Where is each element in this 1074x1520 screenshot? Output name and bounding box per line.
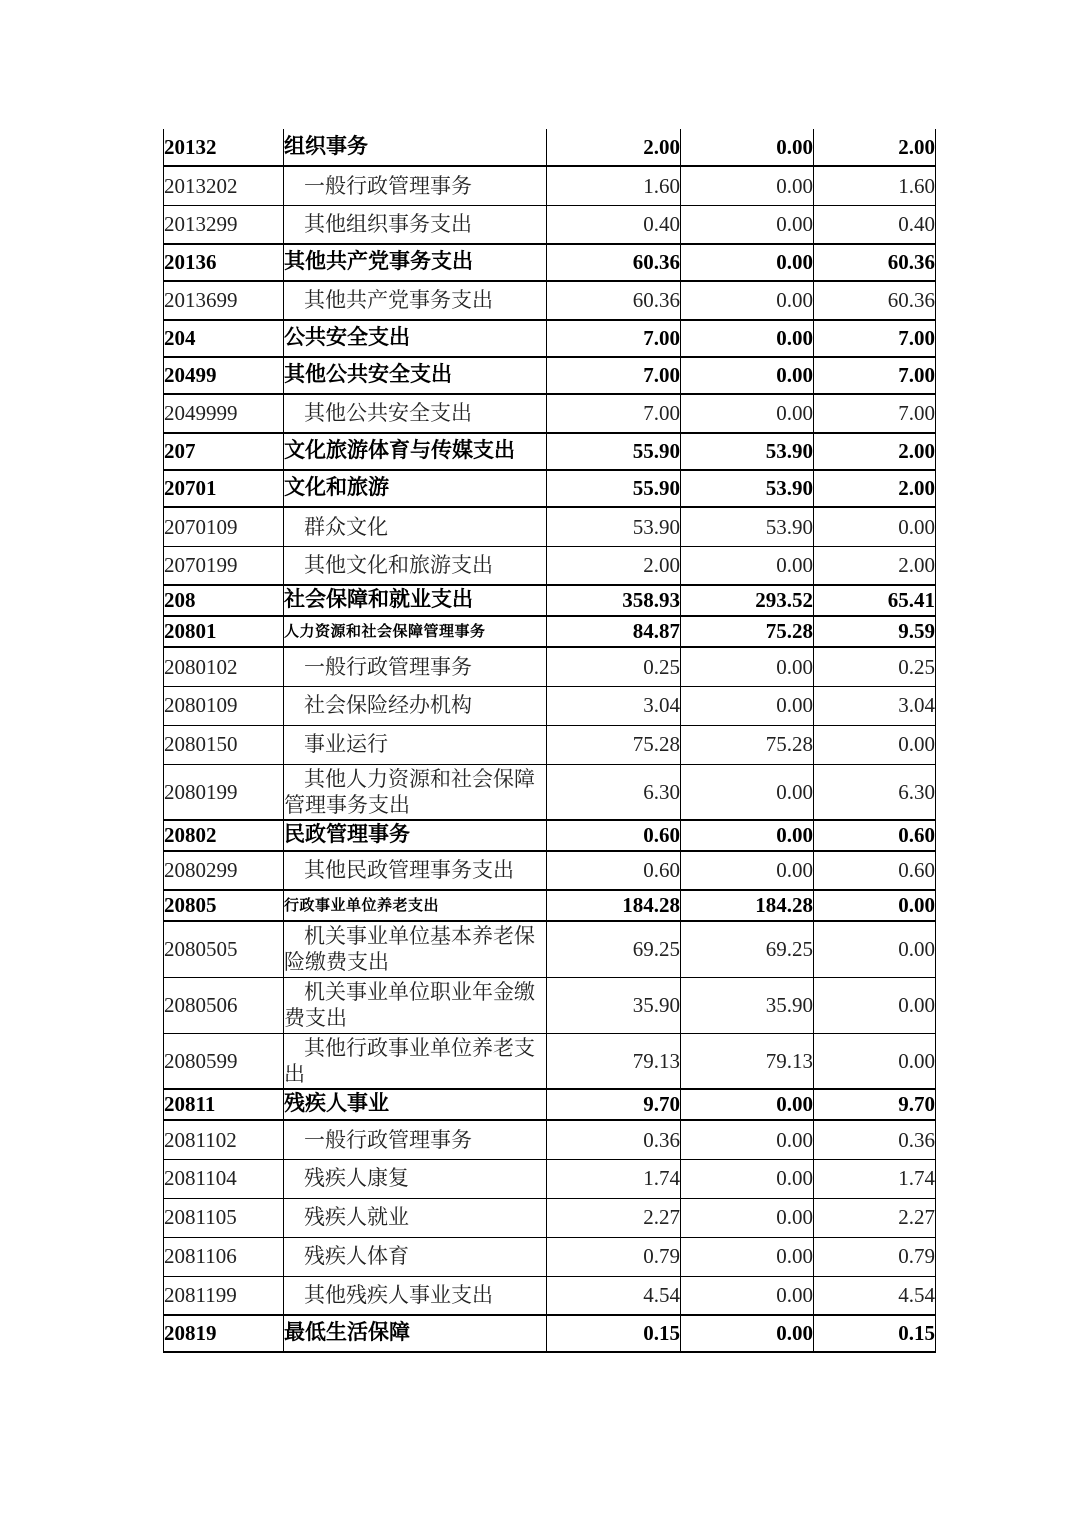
value-cell-3: 0.25 — [814, 647, 936, 686]
table-row — [164, 470, 936, 507]
table-row — [164, 394, 936, 433]
value-cell-3: 9.70 — [814, 1089, 936, 1120]
value-cell-1: 6.30 — [547, 764, 681, 820]
code-cell: 20819 — [164, 1315, 284, 1352]
code-cell: 2080505 — [164, 921, 284, 977]
name-cell — [284, 394, 547, 433]
value-cell-1: 9.70 — [547, 1089, 681, 1120]
value-cell-3: 1.74 — [814, 1159, 936, 1198]
name-cell — [284, 433, 547, 470]
name-cell — [284, 546, 547, 585]
value-cell-2: 75.28 — [681, 616, 814, 647]
value-cell-1: 4.54 — [547, 1276, 681, 1315]
table-row — [164, 1089, 936, 1120]
name-cell — [284, 820, 547, 851]
value-cell-1: 75.28 — [547, 725, 681, 764]
name-cell — [284, 764, 547, 820]
value-cell-2: 0.00 — [681, 1120, 814, 1159]
name-line: 其他组织事务支出 — [304, 212, 472, 237]
name-line: 残疾人就业 — [304, 1205, 409, 1230]
code-cell: 20136 — [164, 244, 284, 281]
value-cell-1: 0.15 — [547, 1315, 681, 1352]
code-cell: 2081199 — [164, 1276, 284, 1315]
name-cell — [284, 1033, 547, 1089]
table-row — [164, 129, 936, 166]
name-cell — [284, 1159, 547, 1198]
value-cell-2: 0.00 — [681, 1237, 814, 1276]
name-line: 人力资源和社会保障管理事务 — [284, 622, 486, 640]
table-row — [164, 1276, 936, 1315]
code-cell: 2070199 — [164, 546, 284, 585]
code-cell: 2081106 — [164, 1237, 284, 1276]
table-row — [164, 166, 936, 205]
code-cell: 20802 — [164, 820, 284, 851]
value-cell-3: 0.00 — [814, 890, 936, 921]
name-line: 残疾人体育 — [304, 1244, 409, 1269]
table-row — [164, 764, 936, 820]
name-line: 机关事业单位职业年金缴 — [304, 980, 535, 1004]
code-cell: 2081105 — [164, 1198, 284, 1237]
value-cell-1: 1.60 — [547, 166, 681, 205]
code-cell: 20132 — [164, 129, 284, 166]
value-cell-2: 0.00 — [681, 686, 814, 725]
value-cell-3: 0.15 — [814, 1315, 936, 1352]
value-cell-3: 2.00 — [814, 546, 936, 585]
name-cell — [284, 851, 547, 890]
name-line: 其他公共安全支出 — [304, 401, 472, 426]
value-cell-3: 4.54 — [814, 1276, 936, 1315]
value-cell-2: 53.90 — [681, 470, 814, 507]
name-line: 出 — [284, 1061, 305, 1086]
code-cell: 20811 — [164, 1089, 284, 1120]
table-row — [164, 1315, 936, 1352]
value-cell-2: 0.00 — [681, 205, 814, 244]
table-row — [164, 686, 936, 725]
name-cell — [284, 205, 547, 244]
value-cell-3: 2.00 — [814, 129, 936, 166]
table-row — [164, 320, 936, 357]
value-cell-3: 0.00 — [814, 1033, 936, 1089]
name-cell — [284, 320, 547, 357]
code-cell: 20805 — [164, 890, 284, 921]
value-cell-1: 55.90 — [547, 433, 681, 470]
value-cell-3: 6.30 — [814, 764, 936, 820]
value-cell-1: 60.36 — [547, 244, 681, 281]
name-cell — [284, 647, 547, 686]
name-line: 文化和旅游 — [284, 476, 389, 500]
table-row — [164, 890, 936, 921]
table-row — [164, 244, 936, 281]
name-cell — [284, 470, 547, 507]
code-cell: 208 — [164, 585, 284, 616]
table-row — [164, 205, 936, 244]
value-cell-2: 0.00 — [681, 764, 814, 820]
value-cell-1: 35.90 — [547, 977, 681, 1033]
value-cell-3: 0.00 — [814, 725, 936, 764]
value-cell-2: 79.13 — [681, 1033, 814, 1089]
name-line: 残疾人康复 — [304, 1166, 409, 1191]
table-row — [164, 1237, 936, 1276]
value-cell-2: 184.28 — [681, 890, 814, 921]
value-cell-2: 0.00 — [681, 851, 814, 890]
name-cell — [284, 1276, 547, 1315]
value-cell-1: 0.79 — [547, 1237, 681, 1276]
code-cell: 2013299 — [164, 205, 284, 244]
value-cell-2: 0.00 — [681, 166, 814, 205]
name-line: 公共安全支出 — [284, 326, 410, 350]
value-cell-2: 0.00 — [681, 647, 814, 686]
value-cell-2: 0.00 — [681, 320, 814, 357]
table-row — [164, 1120, 936, 1159]
value-cell-3: 0.79 — [814, 1237, 936, 1276]
name-line: 残疾人事业 — [284, 1092, 389, 1116]
value-cell-3: 1.60 — [814, 166, 936, 205]
name-line: 其他残疾人事业支出 — [304, 1283, 493, 1308]
code-cell: 207 — [164, 433, 284, 470]
table-row — [164, 1198, 936, 1237]
value-cell-2: 69.25 — [681, 921, 814, 977]
name-line: 其他文化和旅游支出 — [304, 553, 493, 578]
name-cell — [284, 921, 547, 977]
value-cell-3: 0.36 — [814, 1120, 936, 1159]
code-cell: 2080102 — [164, 647, 284, 686]
code-cell: 20701 — [164, 470, 284, 507]
code-cell: 20801 — [164, 616, 284, 647]
name-line: 机关事业单位基本养老保 — [304, 924, 535, 949]
name-line: 其他行政事业单位养老支 — [304, 1035, 535, 1060]
value-cell-2: 53.90 — [681, 433, 814, 470]
name-line: 费支出 — [284, 1006, 347, 1030]
name-line: 其他共产党事务支出 — [284, 250, 473, 274]
value-cell-1: 79.13 — [547, 1033, 681, 1089]
name-line: 最低生活保障 — [284, 1321, 410, 1345]
name-cell — [284, 585, 547, 616]
table-row — [164, 1033, 936, 1089]
value-cell-1: 0.60 — [547, 820, 681, 851]
code-cell: 2081104 — [164, 1159, 284, 1198]
budget-table — [163, 129, 936, 1353]
value-cell-3: 2.27 — [814, 1198, 936, 1237]
table-row — [164, 977, 936, 1033]
name-line: 社会保险经办机构 — [304, 693, 472, 718]
name-line: 群众文化 — [304, 514, 388, 539]
name-line: 险缴费支出 — [284, 950, 389, 975]
table-row — [164, 820, 936, 851]
value-cell-3: 7.00 — [814, 320, 936, 357]
value-cell-3: 0.60 — [814, 820, 936, 851]
name-cell — [284, 244, 547, 281]
name-line: 一般行政管理事务 — [304, 654, 472, 679]
value-cell-3: 0.40 — [814, 205, 936, 244]
name-line: 其他民政管理事务支出 — [304, 858, 514, 883]
value-cell-2: 0.00 — [681, 1089, 814, 1120]
value-cell-2: 35.90 — [681, 977, 814, 1033]
table-row — [164, 921, 936, 977]
value-cell-1: 0.40 — [547, 205, 681, 244]
code-cell: 2070109 — [164, 507, 284, 546]
value-cell-3: 2.00 — [814, 433, 936, 470]
value-cell-1: 7.00 — [547, 394, 681, 433]
value-cell-2: 0.00 — [681, 394, 814, 433]
name-line: 一般行政管理事务 — [304, 173, 472, 198]
name-cell — [284, 686, 547, 725]
value-cell-2: 0.00 — [681, 1198, 814, 1237]
value-cell-2: 0.00 — [681, 1276, 814, 1315]
code-cell: 2081102 — [164, 1120, 284, 1159]
value-cell-1: 55.90 — [547, 470, 681, 507]
name-cell — [284, 977, 547, 1033]
name-cell — [284, 166, 547, 205]
table-row — [164, 647, 936, 686]
code-cell: 2080199 — [164, 764, 284, 820]
code-cell: 2013699 — [164, 281, 284, 320]
name-cell — [284, 507, 547, 546]
value-cell-1: 2.00 — [547, 129, 681, 166]
name-cell — [284, 1089, 547, 1120]
value-cell-2: 0.00 — [681, 1159, 814, 1198]
name-cell — [284, 357, 547, 394]
value-cell-3: 0.00 — [814, 921, 936, 977]
value-cell-1: 53.90 — [547, 507, 681, 546]
name-cell — [284, 281, 547, 320]
value-cell-2: 0.00 — [681, 129, 814, 166]
value-cell-1: 84.87 — [547, 616, 681, 647]
value-cell-2: 0.00 — [681, 1315, 814, 1352]
value-cell-3: 3.04 — [814, 686, 936, 725]
name-line: 社会保障和就业支出 — [284, 588, 473, 612]
value-cell-3: 60.36 — [814, 244, 936, 281]
value-cell-2: 0.00 — [681, 244, 814, 281]
value-cell-3: 65.41 — [814, 585, 936, 616]
name-cell — [284, 616, 547, 647]
name-cell — [284, 1120, 547, 1159]
name-cell — [284, 1315, 547, 1352]
table-row — [164, 507, 936, 546]
name-line: 管理事务支出 — [284, 792, 410, 817]
code-cell: 2080299 — [164, 851, 284, 890]
value-cell-1: 7.00 — [547, 320, 681, 357]
table-row — [164, 851, 936, 890]
value-cell-1: 3.04 — [547, 686, 681, 725]
name-line: 行政事业单位养老支出 — [284, 896, 440, 914]
code-cell: 2080599 — [164, 1033, 284, 1089]
table-row — [164, 546, 936, 585]
value-cell-1: 358.93 — [547, 585, 681, 616]
table-row — [164, 725, 936, 764]
name-cell — [284, 890, 547, 921]
code-cell: 2013202 — [164, 166, 284, 205]
value-cell-1: 2.00 — [547, 546, 681, 585]
value-cell-1: 0.36 — [547, 1120, 681, 1159]
name-line: 其他共产党事务支出 — [304, 288, 493, 313]
code-cell: 204 — [164, 320, 284, 357]
name-line: 民政管理事务 — [284, 823, 410, 847]
value-cell-3: 7.00 — [814, 394, 936, 433]
name-cell — [284, 129, 547, 166]
name-line: 文化旅游体育与传媒支出 — [284, 439, 515, 463]
name-line: 其他公共安全支出 — [284, 363, 452, 387]
value-cell-2: 75.28 — [681, 725, 814, 764]
value-cell-3: 9.59 — [814, 616, 936, 647]
code-cell: 2080109 — [164, 686, 284, 725]
value-cell-2: 0.00 — [681, 357, 814, 394]
value-cell-1: 7.00 — [547, 357, 681, 394]
code-cell: 2080150 — [164, 725, 284, 764]
code-cell: 2080506 — [164, 977, 284, 1033]
value-cell-2: 0.00 — [681, 820, 814, 851]
value-cell-1: 0.25 — [547, 647, 681, 686]
table-row — [164, 357, 936, 394]
value-cell-3: 0.00 — [814, 507, 936, 546]
name-cell — [284, 1237, 547, 1276]
name-line: 一般行政管理事务 — [304, 1127, 472, 1152]
value-cell-3: 60.36 — [814, 281, 936, 320]
value-cell-1: 1.74 — [547, 1159, 681, 1198]
name-line: 事业运行 — [304, 732, 388, 757]
table-row — [164, 1159, 936, 1198]
value-cell-3: 2.00 — [814, 470, 936, 507]
code-cell: 2049999 — [164, 394, 284, 433]
name-cell — [284, 725, 547, 764]
value-cell-1: 2.27 — [547, 1198, 681, 1237]
value-cell-2: 53.90 — [681, 507, 814, 546]
table-row — [164, 616, 936, 647]
name-line: 其他人力资源和社会保障 — [304, 766, 535, 791]
value-cell-3: 0.00 — [814, 977, 936, 1033]
table-row — [164, 585, 936, 616]
value-cell-1: 69.25 — [547, 921, 681, 977]
table-row — [164, 433, 936, 470]
value-cell-2: 0.00 — [681, 546, 814, 585]
name-line: 组织事务 — [284, 134, 368, 158]
value-cell-2: 0.00 — [681, 281, 814, 320]
name-cell — [284, 1198, 547, 1237]
value-cell-1: 0.60 — [547, 851, 681, 890]
value-cell-3: 7.00 — [814, 357, 936, 394]
value-cell-1: 184.28 — [547, 890, 681, 921]
value-cell-1: 60.36 — [547, 281, 681, 320]
value-cell-2: 293.52 — [681, 585, 814, 616]
table-row — [164, 281, 936, 320]
code-cell: 20499 — [164, 357, 284, 394]
value-cell-3: 0.60 — [814, 851, 936, 890]
